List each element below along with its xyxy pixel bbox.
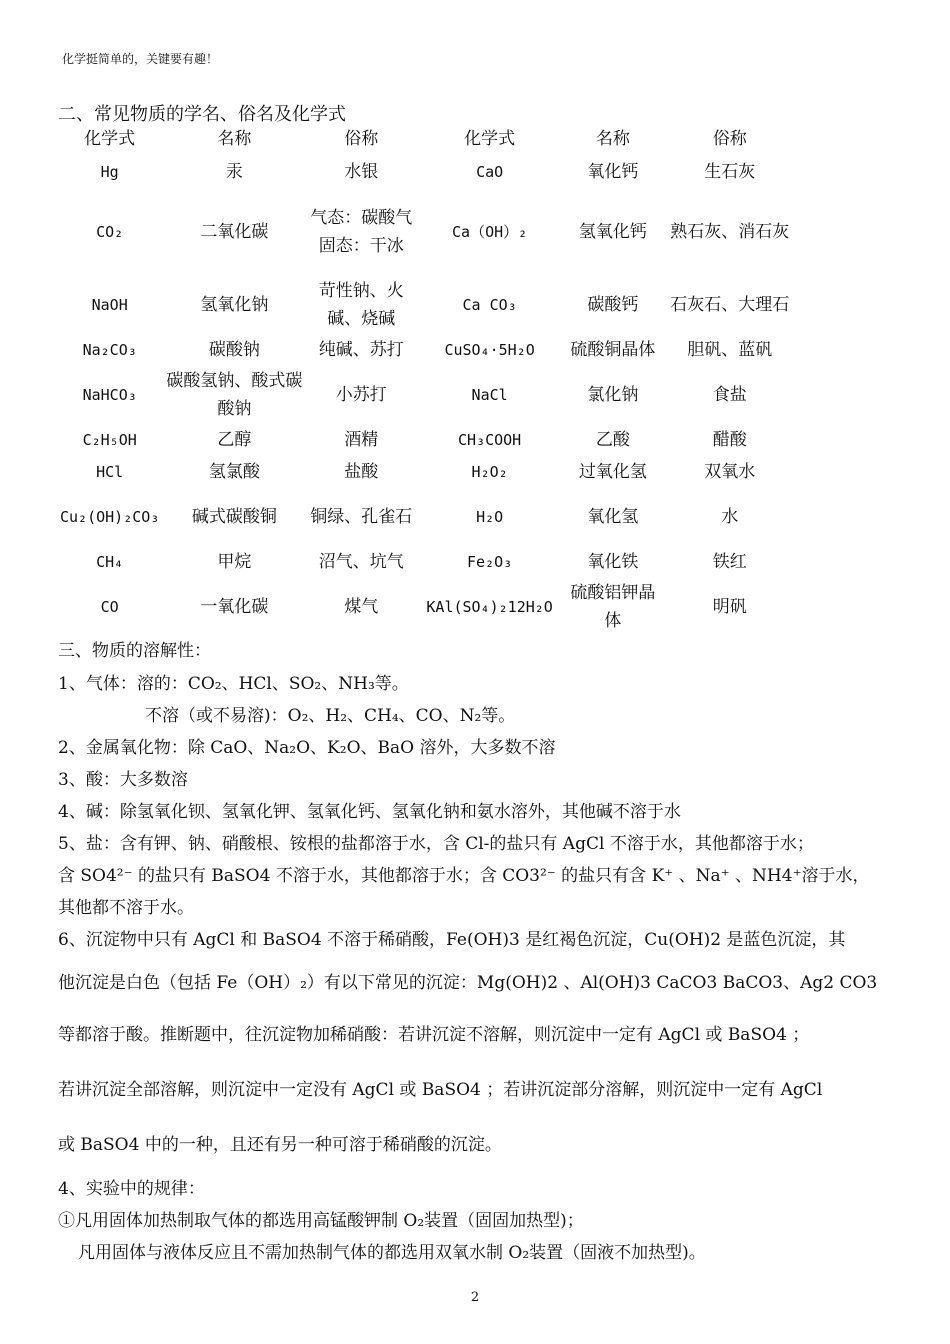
table-row bbox=[58, 488, 798, 546]
table-cell: CuSO₄·5H₂O bbox=[444, 341, 535, 359]
table-cell: 乙酸 bbox=[595, 430, 630, 450]
table-cell: 食盐 bbox=[712, 385, 747, 405]
page-number: 2 bbox=[470, 1290, 480, 1305]
table-cell: 碳酸钠 bbox=[208, 340, 260, 360]
paragraph-line: 5、盐：含有钾、钠、硝酸根、铵根的盐都溶于水，含 Cl-的盐只有 AgCl 不溶于水，其他都溶于水； bbox=[58, 834, 814, 854]
table-cell: 水银 bbox=[344, 162, 379, 182]
table-cell: 碱式碳酸铜 bbox=[191, 507, 277, 527]
paragraph-line: 等都溶于酸。推断题中，往沉淀物加稀硝酸：若讲沉淀不溶解，则沉淀中一定有 AgCl 或 BaSO4 ； bbox=[58, 1025, 810, 1045]
table-row bbox=[58, 276, 798, 334]
table-cell: 苛性钠、火碱、烧碱 bbox=[318, 281, 404, 329]
table-cell: KAl(SO₄)₂12H₂O bbox=[426, 598, 553, 616]
table-cell: 氢氯酸 bbox=[208, 462, 260, 482]
table-cell: 硫酸铝钾晶体 bbox=[570, 583, 656, 631]
table-cell: 氧化钙 bbox=[587, 162, 639, 182]
table-row bbox=[58, 578, 798, 636]
paragraph-line: 若讲沉淀全部溶解，则沉淀中一定没有 AgCl 或 BaSO4 ；若讲沉淀部分溶解，则沉淀中一定有 AgCl bbox=[58, 1080, 823, 1100]
table-cell: 沼气、坑气 bbox=[318, 552, 404, 572]
table-cell: 过氧化氢 bbox=[578, 462, 647, 482]
table-cell: 硫酸铜晶体 bbox=[570, 340, 656, 360]
table-cell: H₂O₂ bbox=[471, 463, 508, 481]
table-cell: 水 bbox=[721, 507, 739, 527]
table-cell: 石灰石、大理石 bbox=[670, 295, 790, 315]
paragraph-line: 4、碱：除氢氧化钡、氢氧化钾、氢氧化钙、氢氧化钠和氨水溶外，其他碱不溶于水 bbox=[58, 802, 681, 822]
table-cell: Hg bbox=[100, 163, 119, 181]
table-cell: CaO bbox=[476, 163, 504, 181]
table-cell: 碳酸氢钠、酸式碳酸钠 bbox=[166, 371, 303, 419]
section-title-solubility: 三、物质的溶解性： bbox=[58, 641, 211, 661]
paragraph-line: 凡用固体与液体反应且不需加热制气体的都选用双氧水制 O₂装置（固液不加热型)。 bbox=[78, 1243, 706, 1263]
table-cell: 氢氧化钠 bbox=[200, 295, 269, 315]
paragraph-line: 6、沉淀物中只有 AgCl 和 BaSO4 不溶于稀硝酸，Fe(OH)3 是红褐色沉淀，Cu(OH)2 是蓝色沉淀，其 bbox=[58, 930, 846, 950]
table-cell: 小苏打 bbox=[335, 385, 387, 405]
table-cell: 氯化钠 bbox=[587, 385, 639, 405]
table-row bbox=[58, 546, 798, 578]
table-cell: 盐酸 bbox=[344, 462, 379, 482]
paragraph-line: 含 SO4²⁻ 的盐只有 BaSO4 不溶于水，其他都溶于水；含 CO3²⁻ 的盐只有含 K⁺ 、Na⁺ 、NH4⁺溶于水， bbox=[58, 866, 870, 886]
table-cell: 明矾 bbox=[712, 597, 747, 617]
table-cell: C₂H₅OH bbox=[82, 431, 137, 449]
table-cell: CH₃COOH bbox=[458, 431, 522, 449]
col-header: 俗称 bbox=[344, 129, 379, 149]
col-header: 化学式 bbox=[464, 129, 516, 149]
col-header: 化学式 bbox=[84, 129, 136, 149]
table-cell: H₂O bbox=[476, 508, 504, 526]
table-cell: CO bbox=[100, 598, 119, 616]
table-cell: 一氧化碳 bbox=[200, 597, 269, 617]
paragraph-line: 不溶（或不易溶)：O₂、H₂、CH₄、CO、N₂等。 bbox=[145, 706, 516, 726]
table-cell: NaOH bbox=[91, 296, 128, 314]
paragraph-line: 其他都不溶于水。 bbox=[58, 898, 194, 918]
paragraph-line: 或 BaSO4 中的一种，且还有另一种可溶于稀硝酸的沉淀。 bbox=[58, 1135, 502, 1155]
table-cell: Cu₂(OH)₂CO₃ bbox=[60, 508, 160, 526]
table-cell: 氢氧化钙 bbox=[578, 222, 647, 242]
page-header: 化学挺简单的，关键要有趣！ bbox=[62, 52, 219, 66]
table-cell: 纯碱、苏打 bbox=[318, 340, 404, 360]
table-cell: 甲烷 bbox=[217, 552, 252, 572]
table-cell: 氧化铁 bbox=[587, 552, 639, 572]
table-cell: 双氧水 bbox=[704, 462, 756, 482]
table-cell: 铁红 bbox=[712, 552, 747, 572]
paragraph-line: 2、金属氧化物：除 CaO、Na₂O、K₂O、BaO 溶外，大多数不溶 bbox=[58, 738, 556, 758]
paragraph-line: 他沉淀是白色（包括 Fe（OH）₂）有以下常见的沉淀：Mg(OH)2 、Al(OH)3 CaCO3 BaCO3、Ag2 CO3 bbox=[58, 973, 878, 993]
table-header-row bbox=[58, 122, 798, 156]
table-cell: HCl bbox=[96, 463, 124, 481]
table-cell: CH₄ bbox=[96, 553, 124, 571]
paragraph-line: 4、实验中的规律： bbox=[58, 1179, 205, 1199]
table-cell: 汞 bbox=[225, 162, 243, 182]
table-row bbox=[58, 366, 798, 424]
table-cell: 醋酸 bbox=[712, 430, 747, 450]
table-cell: 气态：碳酸气 固态：干冰 bbox=[310, 208, 413, 256]
table-cell: NaHCO₃ bbox=[82, 386, 137, 404]
table-cell: Na₂CO₃ bbox=[82, 341, 137, 359]
table-row bbox=[58, 424, 798, 456]
table-cell: 乙醇 bbox=[217, 430, 252, 450]
table-cell: 碳酸钙 bbox=[587, 295, 639, 315]
table-row bbox=[58, 456, 798, 488]
paragraph-line: 3、酸：大多数溶 bbox=[58, 770, 188, 790]
table-row bbox=[58, 156, 798, 188]
table-cell: NaCl bbox=[471, 386, 508, 404]
table-row bbox=[58, 188, 798, 276]
substance-table bbox=[58, 122, 798, 636]
col-header: 名称 bbox=[595, 129, 630, 149]
col-header: 俗称 bbox=[712, 129, 747, 149]
table-cell: 煤气 bbox=[344, 597, 379, 617]
table-cell: 酒精 bbox=[344, 430, 379, 450]
table-cell: 氧化氢 bbox=[587, 507, 639, 527]
paragraph-line: ①凡用固体加热制取气体的都选用高锰酸钾制 O₂装置（固固加热型)； bbox=[58, 1211, 584, 1231]
table-row bbox=[58, 334, 798, 366]
table-cell: 熟石灰、消石灰 bbox=[670, 222, 790, 242]
table-cell: CO₂ bbox=[96, 223, 124, 241]
table-cell: 生石灰 bbox=[704, 162, 756, 182]
paragraph-line: 1、气体：溶的：CO₂、HCl、SO₂、NH₃等。 bbox=[58, 674, 409, 694]
table-cell: Fe₂O₃ bbox=[467, 553, 513, 571]
table-cell: 二氧化碳 bbox=[200, 222, 269, 242]
table-cell: Ca（OH）₂ bbox=[452, 223, 528, 241]
table-cell: Ca CO₃ bbox=[462, 296, 517, 314]
section-title-names: 二、常见物质的学名、俗名及化学式 bbox=[58, 104, 346, 125]
table-cell: 胆矾、蓝矾 bbox=[687, 340, 773, 360]
col-header: 名称 bbox=[217, 129, 252, 149]
table-cell: 铜绿、孔雀石 bbox=[310, 507, 413, 527]
